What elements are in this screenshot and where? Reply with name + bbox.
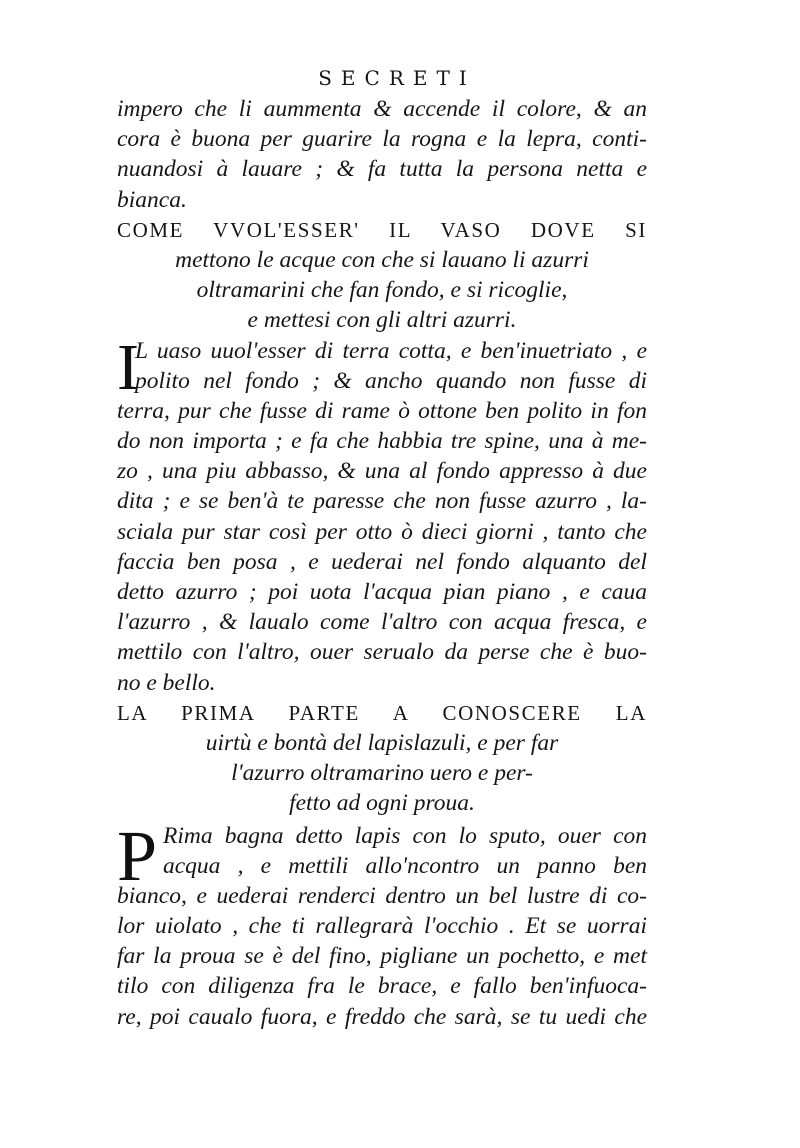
text-line: L uaso uuol'esser di terra cotta, e ben'inuetriato , e [135,337,647,364]
section-body-2 [117,815,647,1032]
text-line: no e bello. [117,669,216,696]
continuation-paragraph [117,94,647,215]
section-heading-2 [117,698,647,819]
text-line: bianco, e uederai renderci dentro un bel lustre di co- [117,882,647,909]
text-line: zo , una piu abbasso, & una al fondo appresso à due [117,458,647,485]
heading-line: e mettesi con gli altri azurri. [247,307,517,334]
text-line: bianca. [117,186,187,213]
text-line: nuandosi à lauare ; & fa tutta la persona netta e [117,156,647,183]
section-body-1 [117,330,647,698]
heading-line: mettono le acque con che si lauano li azurri [175,246,589,273]
text-line: terra, pur che fusse di rame ò ottone ben polito in fon [117,397,647,424]
heading-line: l'azurro oltramarino uero e per- [231,760,533,787]
running-head: SECRETI [318,66,476,90]
heading-line: fetto ad ogni proua. [289,790,475,817]
text-line: sciala pur star così per otto ò dieci giorni , tanto che [117,518,647,545]
heading-caps-line: LA PRIMA PARTE A CONOSCERE LA [117,700,647,725]
text-line: polito nel fondo ; & ancho quando non fusse di [135,367,647,394]
text-line: faccia ben posa , e uederai nel fondo alquanto del [117,548,647,575]
text-line: tilo con diligenza fra le brace, e fallo ben'infuoca- [117,973,647,1000]
text-line: re, poi caualo fuora, e freddo che sarà, se tu uedi che [117,1003,647,1030]
text-line: mettilo con l'altro, ouer serualo da perse che è buo- [117,639,647,666]
drop-cap: P [117,815,158,896]
text-line: lor uiolato , che ti rallegrarà l'occhio . Et se uorrai [117,913,647,940]
text-line: impero che li aummenta & accende il colore, & an [117,96,647,122]
heading-caps-line: COME VVOL'ESSER' IL VASO DOVE SI [117,217,647,242]
text-line: far la proua se è del fino, pigliane un pochetto, e met [117,943,647,970]
section-heading-1 [117,215,647,336]
text-line: Rima bagna detto lapis con lo sputo, ouer con [163,822,647,849]
text-line: cora è buona per guarire la rogna e la lepra, conti- [117,126,647,153]
book-page [117,62,647,1032]
text-line: dita ; e se ben'à te paresse che non fusse azurro , la- [117,488,647,515]
text-line: do non importa ; e fa che habbia tre spine, una à me- [117,428,647,455]
text-line: l'azurro , & laualo come l'altro con acqua fresca, e [117,609,647,636]
heading-line: uirtù e bontà del lapislazuli, e per far [205,729,559,756]
text-line: acqua , e mettili allo'ncontro un panno ben [163,852,647,879]
heading-line: oltramarini che fan fondo, e si ricoglie, [196,277,568,304]
text-line: detto azurro ; poi uota l'acqua pian piano , e caua [117,579,647,605]
drop-cap: I [117,330,139,404]
